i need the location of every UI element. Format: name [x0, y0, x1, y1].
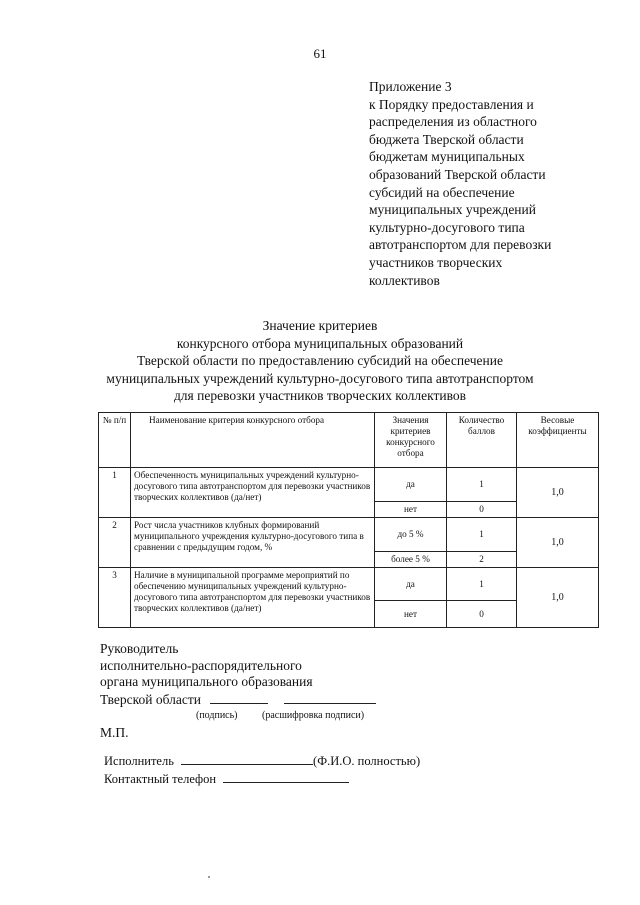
signature-line: Руководитель [100, 641, 179, 656]
header-weight: Весовые коэффициенты [517, 413, 599, 468]
row-criterion: Обеспеченность муниципальных учреждений культурно-досугового типа автотранспортом для перевозки участников творческих коллективов (да/нет) [131, 468, 375, 518]
executor-suffix: (Ф.И.О. полностью) [313, 754, 421, 768]
document-title [0, 317, 640, 405]
title-line: Тверской области по предоставлению субсидий на обеспечение [137, 353, 503, 369]
executor-line [104, 752, 420, 770]
appendix-line: муниципальных учреждений [369, 202, 536, 218]
executor-block [104, 752, 420, 787]
appendix-line: бюджетам муниципальных [369, 149, 525, 165]
row-score: 1 [447, 518, 517, 552]
row-num: 2 [99, 518, 131, 568]
row-value: да [375, 568, 447, 601]
signature-line [100, 691, 376, 709]
row-score: 0 [447, 502, 517, 518]
row-score: 1 [447, 468, 517, 502]
signature-hints [196, 710, 386, 721]
header-num: № п/п [99, 413, 131, 468]
appendix-block [369, 78, 609, 289]
row-value: нет [375, 601, 447, 628]
row-weight: 1,0 [517, 518, 599, 568]
row-value: до 5 % [375, 518, 447, 552]
row-value: нет [375, 502, 447, 518]
title-line: для перевозки участников творческих коллективов [173, 388, 467, 404]
phone-field[interactable] [223, 770, 349, 783]
row-score: 0 [447, 601, 517, 628]
executor-name-field[interactable] [181, 752, 313, 765]
appendix-line: Приложение 3 [369, 79, 452, 94]
appendix-line: субсидий на обеспечение [369, 184, 515, 200]
table-row [99, 568, 599, 601]
row-score: 2 [447, 552, 517, 568]
stamp-label: М.П. [100, 725, 129, 740]
title-line: муниципальных учреждений культурно-досугового типа автотранспортом [106, 370, 534, 386]
row-criterion: Наличие в муниципальной программе мероприятий по обеспечению муниципальных учреждений культурно-досугового типа автотранспортом для перевозки участников творческих коллективов (да/нет) [131, 568, 375, 628]
title-line: Значение критериев [262, 318, 378, 333]
page-number: 61 [313, 46, 327, 61]
row-weight: 1,0 [517, 468, 599, 518]
row-value: да [375, 468, 447, 502]
hint-decode: (расшифровка подписи) [262, 710, 365, 721]
row-value: более 5 % [375, 552, 447, 568]
appendix-line: распределения из областного [369, 114, 537, 130]
appendix-line: образований Тверской области [369, 166, 546, 182]
appendix-line: автотранспортом для перевозки [369, 237, 552, 253]
signature-region: Тверской области [100, 691, 201, 707]
appendix-line: культурно-досугового типа [369, 219, 525, 235]
criteria-table [98, 412, 599, 628]
appendix-line: коллективов [369, 272, 440, 288]
appendix-line: участников творческих [369, 254, 503, 270]
signature-line: исполнительно-распорядительного [100, 657, 302, 673]
row-num: 1 [99, 468, 131, 518]
header-value: Значения критериев конкурсного отбора [375, 413, 447, 468]
phone-label: Контактный телефон [104, 771, 217, 786]
row-criterion: Рост числа участников клубных формирований муниципального учреждения культурно-досугового типа в сравнении с предыдущим годом, % [131, 518, 375, 568]
title-line: конкурсного отбора муниципальных образований [176, 335, 464, 351]
appendix-line: к Порядку предоставления и [369, 96, 534, 112]
header-name: Наименование критерия конкурсного отбора [131, 413, 375, 468]
signature-field[interactable] [210, 691, 268, 704]
signature-block [100, 641, 376, 708]
table-header-row [99, 413, 599, 468]
signature-decode-field[interactable] [284, 691, 376, 704]
row-num: 3 [99, 568, 131, 628]
signature-line: органа муниципального образования [100, 674, 313, 689]
row-score: 1 [447, 568, 517, 601]
row-weight: 1,0 [517, 568, 599, 628]
scan-speck [208, 876, 210, 878]
executor-label: Исполнитель [104, 754, 174, 768]
table-row [99, 518, 599, 552]
header-score: Количество баллов [447, 413, 517, 468]
hint-signature: (подпись) [196, 710, 238, 721]
appendix-line: бюджета Тверской области [369, 131, 524, 147]
phone-line [104, 770, 420, 788]
table-row [99, 468, 599, 502]
